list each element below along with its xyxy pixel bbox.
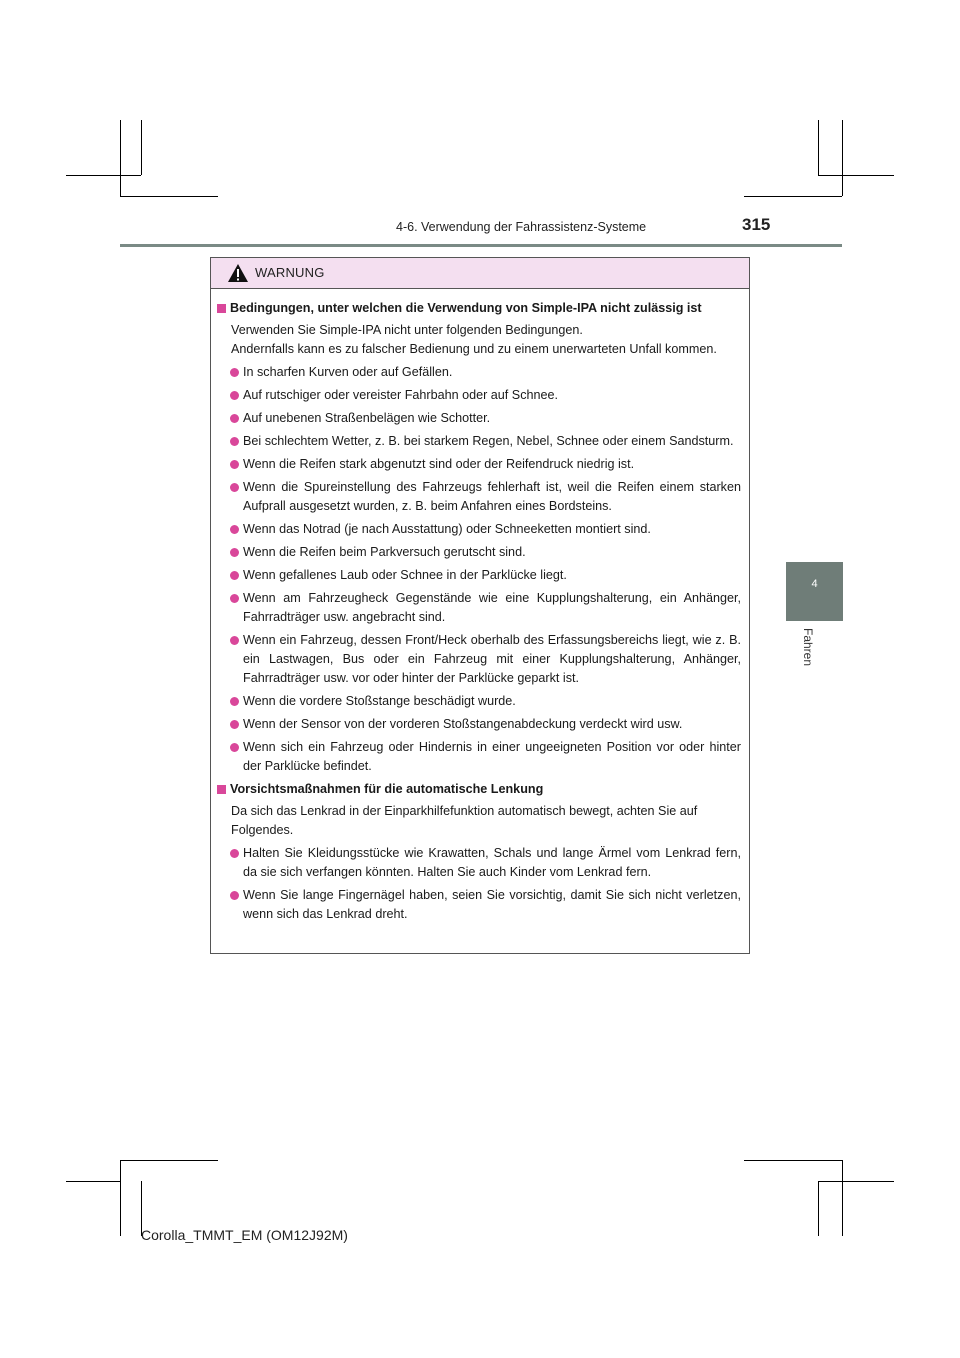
crop-mark — [818, 175, 894, 176]
list-item: Auf rutschiger oder vereister Fahrbahn oder auf Schnee. — [217, 386, 741, 405]
list-item: Auf unebenen Straßenbelägen wie Schotter. — [217, 409, 741, 428]
crop-mark — [744, 196, 842, 197]
bullet-icon — [230, 849, 239, 858]
crop-mark — [744, 1160, 842, 1161]
square-bullet-icon — [217, 785, 226, 794]
crop-mark — [818, 1181, 819, 1236]
page-number: 315 — [742, 215, 771, 234]
crop-mark — [818, 120, 819, 175]
bullet-icon — [230, 368, 239, 377]
list-item: Wenn gefallenes Laub oder Schnee in der Parklücke liegt. — [217, 566, 741, 585]
crop-mark — [141, 120, 142, 175]
chapter-label: Fahren — [801, 628, 815, 667]
bullet-icon — [230, 525, 239, 534]
list-item: Wenn am Fahrzeugheck Gegenstände wie eine Kupplungshalterung, ein Anhänger, Fahrradträger usw. angebracht sind. — [217, 589, 741, 627]
list-item: In scharfen Kurven oder auf Gefällen. — [217, 363, 741, 382]
intro-text: Verwenden Sie Simple-IPA nicht unter folgenden Bedingungen. Andernfalls kann es zu falscher Bedienung und zu einem unerwarteten Unfall kommen. — [231, 323, 717, 356]
warning-triangle-icon — [227, 263, 249, 283]
list-item: Wenn das Notrad (je nach Ausstattung) oder Schneeketten montiert sind. — [217, 520, 741, 539]
bullet-icon — [230, 460, 239, 469]
crop-mark — [842, 1160, 843, 1236]
bullet-icon — [230, 437, 239, 446]
bullet-icon — [230, 720, 239, 729]
crop-mark — [120, 120, 121, 196]
list-item: Wenn ein Fahrzeug, dessen Front/Heck oberhalb des Erfassungsbereichs liegt, wie z. B. ein Lastwagen, Bus oder ein Fahrzeug mit einer Kupplungshalterung, Anhänger, Fahrradträger usw. vor oder hinter der Parklücke geparkt ist. — [217, 631, 741, 688]
bullet-icon — [230, 891, 239, 900]
bullet-icon — [230, 743, 239, 752]
bullet-icon — [230, 571, 239, 580]
warning-header — [211, 258, 749, 289]
warning-title: WARNUNG — [255, 265, 325, 280]
bullet-icon — [230, 414, 239, 423]
crop-mark — [120, 1160, 218, 1161]
document-id: Corolla_TMMT_EM (OM12J92M) — [141, 1227, 348, 1243]
list-item: Wenn die Reifen beim Parkversuch gerutscht sind. — [217, 543, 741, 562]
crop-mark — [120, 1160, 121, 1236]
chapter-tab — [786, 562, 843, 621]
list-item: Wenn die Reifen stark abgenutzt sind oder der Reifendruck niedrig ist. — [217, 455, 741, 474]
intro-text: Da sich das Lenkrad in der Einparkhilfefunktion automatisch bewegt, achten Sie auf Folgendes. — [231, 804, 698, 837]
section-heading: Bedingungen, unter welchen die Verwendung von Simple-IPA nicht zulässig ist — [217, 299, 741, 318]
bullet-icon — [230, 548, 239, 557]
list-item: Bei schlechtem Wetter, z. B. bei starkem Regen, Nebel, Schnee oder einem Sandsturm. — [217, 432, 741, 451]
square-bullet-icon — [217, 304, 226, 313]
list-item: Wenn die Spureinstellung des Fahrzeugs fehlerhaft ist, weil die Reifen einem starken Aufprall ausgesetzt wurden, z. B. beim Anfahren eines Bordsteins. — [217, 478, 741, 516]
crop-mark — [120, 196, 218, 197]
warning-box — [210, 257, 750, 954]
header-divider — [120, 244, 842, 247]
warning-content — [217, 296, 741, 924]
crop-mark — [818, 1181, 894, 1182]
list-item: Halten Sie Kleidungsstücke wie Krawatten, Schals und lange Ärmel vom Lenkrad fern, da sie sich verfangen könnten. Halten Sie auch Kinder vom Lenkrad fern. — [217, 844, 741, 882]
list-item: Wenn sich ein Fahrzeug oder Hindernis in einer ungeeigneten Position vor oder hinter der Parklücke befindet. — [217, 738, 741, 776]
list-item: Wenn der Sensor von der vorderen Stoßstangenabdeckung verdeckt wird usw. — [217, 715, 741, 734]
crop-mark — [66, 175, 141, 176]
bullet-icon — [230, 594, 239, 603]
section-title: 4-6. Verwendung der Fahrassistenz-Systeme — [396, 220, 647, 234]
bullet-icon — [230, 391, 239, 400]
crop-mark — [66, 1181, 120, 1182]
list-item: Wenn die vordere Stoßstange beschädigt wurde. — [217, 692, 741, 711]
chapter-number: 4 — [811, 578, 818, 590]
bullet-icon — [230, 697, 239, 706]
section-heading: Vorsichtsmaßnahmen für die automatische Lenkung — [217, 780, 741, 799]
bullet-icon — [230, 636, 239, 645]
bullet-icon — [230, 483, 239, 492]
crop-mark — [842, 120, 843, 196]
list-item: Wenn Sie lange Fingernägel haben, seien Sie vorsichtig, damit Sie sich nicht verletzen, wenn sich das Lenkrad dreht. — [217, 886, 741, 924]
